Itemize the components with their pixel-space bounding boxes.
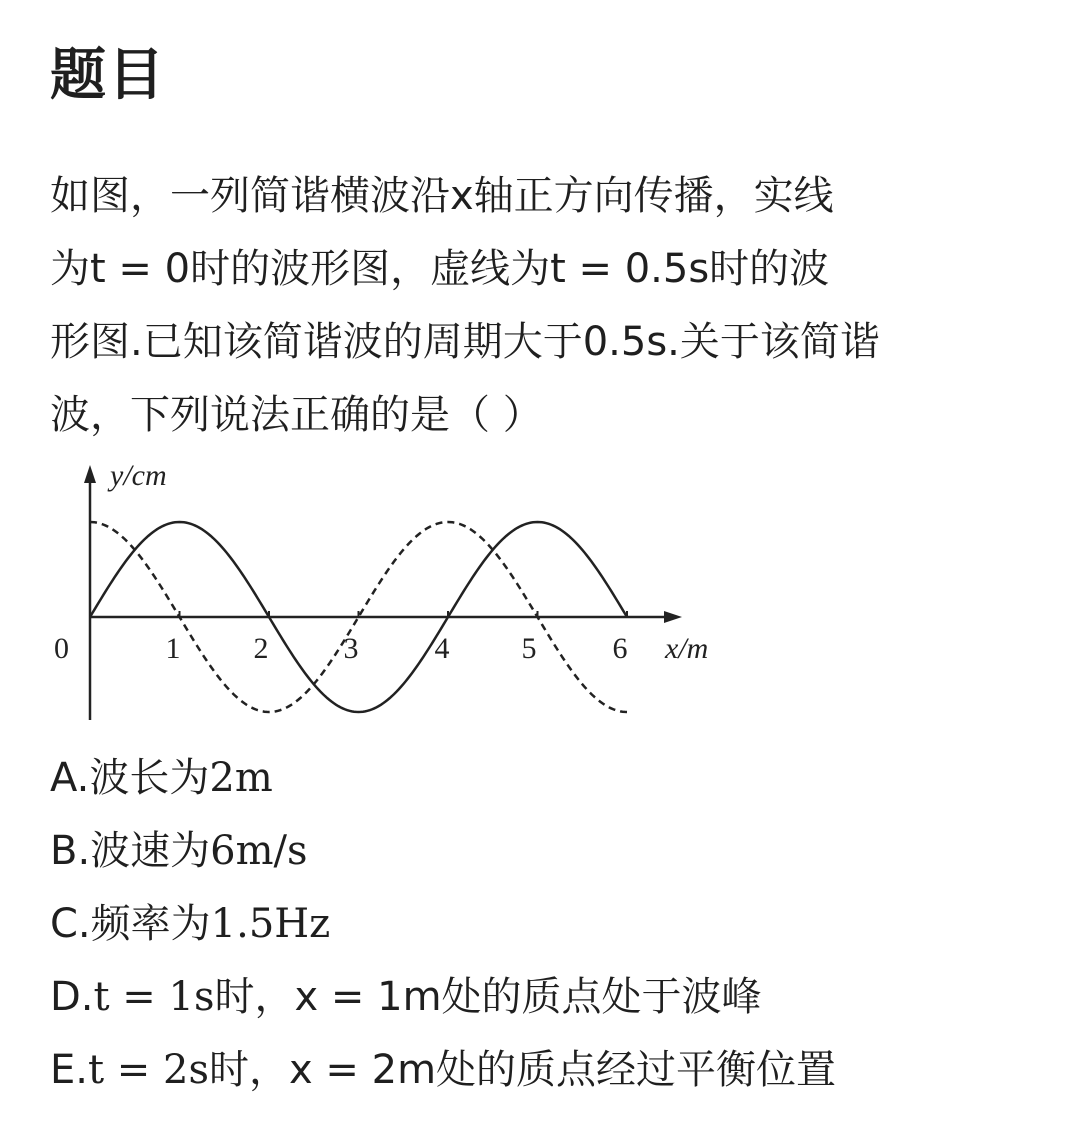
stem-line-1: 如图，一列简谐横波沿x轴正方向传播，实线 <box>50 173 834 219</box>
stem-line-3: 形图.已知该简谐波的周期大于0.5s.关于该简谐 <box>50 319 880 365</box>
option-math: t = 1s <box>93 974 215 1020</box>
option-text: 波长为 <box>89 755 210 801</box>
option-letter: D. <box>50 974 94 1020</box>
stem-line-4: 波，下列说法正确的是（ ） <box>50 392 543 438</box>
tick-label-5: 5 <box>521 632 537 665</box>
stem-line-2: 为t = 0时的波形图，虚线为t = 0.5s时的波 <box>50 246 830 292</box>
option-math: 1.5Hz <box>210 901 331 947</box>
answer-options <box>50 742 1050 1107</box>
x-axis-label: x/m <box>665 632 709 665</box>
option-letter: E. <box>50 1047 88 1093</box>
option-b[interactable] <box>50 815 1050 888</box>
y-axis-arrow-icon <box>84 465 96 483</box>
option-text-post: 时，x = 1m处的质点处于波峰 <box>214 974 762 1020</box>
option-letter: B. <box>50 828 91 874</box>
tick-label-3: 3 <box>343 632 359 665</box>
tick-label-1: 1 <box>165 632 181 665</box>
option-math: 2m <box>209 755 273 801</box>
origin-label: 0 <box>54 632 69 665</box>
option-math: t = 2s <box>88 1047 209 1093</box>
x-axis-arrow-icon <box>664 611 682 623</box>
option-letter: C. <box>50 901 91 947</box>
wave-figure <box>40 455 760 735</box>
y-axis-label: y/cm <box>110 459 167 492</box>
option-d[interactable] <box>50 961 1050 1034</box>
tick-label-4: 4 <box>434 632 450 665</box>
tick-label-6: 6 <box>612 632 628 665</box>
option-text: 波速为 <box>90 828 211 874</box>
option-a[interactable] <box>50 742 1050 815</box>
tick-label-2: 2 <box>253 632 269 665</box>
option-text: 频率为 <box>90 901 211 947</box>
option-text-post: 时，x = 2m处的质点经过平衡位置 <box>209 1047 837 1093</box>
option-e[interactable] <box>50 1034 1050 1107</box>
option-math: 6m/s <box>210 828 308 874</box>
page-title: 题目 <box>50 43 166 108</box>
question-stem <box>50 160 1040 452</box>
option-letter: A. <box>50 755 90 801</box>
option-c[interactable] <box>50 888 1050 961</box>
